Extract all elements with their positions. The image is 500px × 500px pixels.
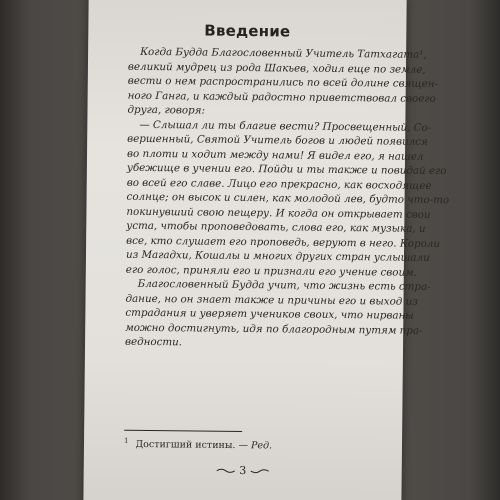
text-line: убежище в учении его. Пойди и ты также и повидай его <box>126 161 447 178</box>
book-page <box>83 0 450 500</box>
text-line: ведности. <box>125 335 183 349</box>
page-number: 3 <box>239 463 247 478</box>
text-line: Когда Будда Благословенный Учитель Татхагата¹, <box>140 45 427 61</box>
text-line: из Магадхи, Кошалы и многих других стран услышали <box>125 248 430 264</box>
footnote <box>124 437 272 452</box>
paragraph-2 <box>125 117 450 279</box>
footnote-divider <box>124 430 242 432</box>
text-line: страдания и уверяет учеников своих, что нирваны <box>125 306 414 322</box>
paragraph-1 <box>127 45 439 120</box>
text-line: можно достигнуть, идя по благородным путям пра- <box>125 321 423 337</box>
footnote-marker: 1 <box>123 436 129 445</box>
text-line: все, кто слушает его проповедь, веруют в него. Короли <box>126 234 441 250</box>
ornament-right-icon <box>250 468 270 474</box>
page-number-row <box>84 462 402 478</box>
footnote-editor: Ред. <box>250 440 273 452</box>
text-line: уста, чтобы проповедовать, слова его, как музыка, и <box>126 219 426 235</box>
paragraph-3 <box>125 277 431 352</box>
text-line: дание, но он знает также и причины его и выход из <box>125 292 418 308</box>
text-line: друга, говоря: <box>127 103 206 117</box>
footnote-text: Достигший истины. — <box>135 439 249 452</box>
text-line: вершенный, Святой Учитель богов и людей появился <box>127 132 428 148</box>
body-text <box>125 45 450 352</box>
text-line: во всей его славе. Лицо его прекрасно, как восходящее <box>126 176 432 192</box>
text-line: покинувший свою пещеру. И когда он открывает свои <box>126 205 431 221</box>
text-line: великий мудрец из рода Шакьев, ходил еще по земле, <box>127 60 426 76</box>
text-line: ного Ганга, и каждый радостно приветствовал своего <box>127 89 436 105</box>
text-line: во плоти и ходит между нами! Я видел его, я нашел <box>126 147 424 163</box>
text-line: солнце; он высок и силен, как молодой лев, будто что-то <box>126 190 450 207</box>
text-line: — Слышал ли ты благие вести? Просвещенный, Со- <box>139 118 432 134</box>
text-line: Благословенный Будда учит, что жизнь есть стра- <box>137 277 431 293</box>
text-line: вести о нем распространились по всей долине священ- <box>127 74 439 91</box>
ornament-left-icon <box>216 468 236 474</box>
text-line: его голос, приняли его и признали его учение своим. <box>125 263 417 279</box>
chapter-heading: Введение <box>204 21 291 41</box>
